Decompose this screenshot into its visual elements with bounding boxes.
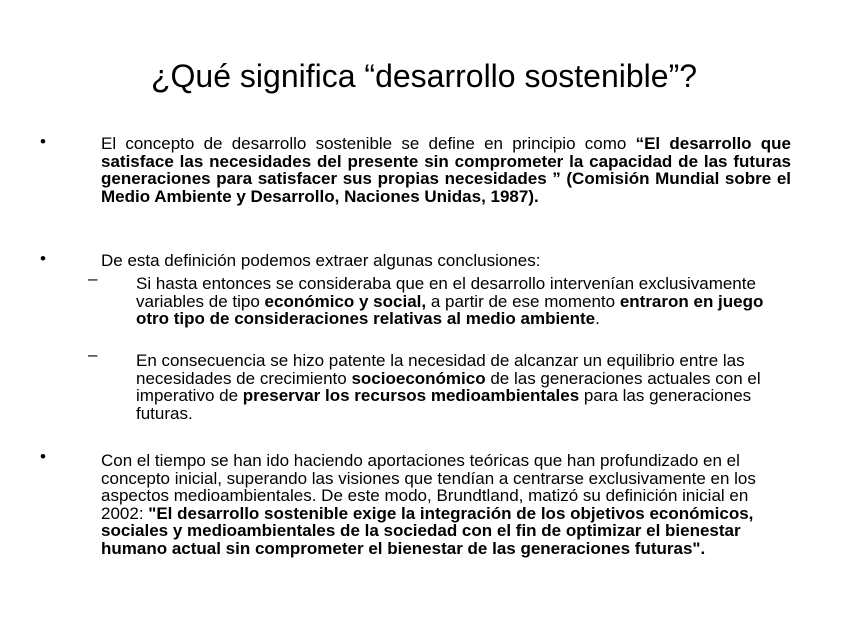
bullet-3-brundtland-quote: "El desarrollo sostenible exige la integración de los objetivos económicos, sociales y medioambientales de la sociedad con el fin de optimizar el bienestar humano actual sin comprometer el bienestar de las generaciones futuras". — [101, 503, 754, 558]
bullet-text-1 — [101, 135, 791, 205]
bullet-marker-1: • — [40, 132, 46, 151]
subitem-2-text-c: para las generaciones futuras. — [136, 386, 752, 423]
slide-title: ¿Qué significa “desarrollo sostenible”? — [150, 58, 698, 94]
subitem-1-text-b: a partir de ese momento — [426, 291, 620, 311]
subitem-2-bold-b: preservar los recursos medioambientales — [242, 386, 580, 406]
subitem-1-bold-b: entraron en juego otro tipo de consideraciones relativas al medio ambiente — [136, 291, 764, 329]
bullet-1-definition-quote: “El desarrollo que satisface las necesidades del presente sin comprometer la capacidad de las futuras generaciones para satisfacer sus propias necesidades ” (Comisión Mundial sobre el Medio Ambiente y Desarrollo, Naciones Unidas, 1987). — [101, 134, 791, 206]
bullet-marker-2: • — [40, 249, 46, 268]
bullet-marker-3: • — [40, 447, 46, 466]
subitem-2-text-a: En consecuencia se hizo patente la necesidad de alcanzar un equilibrio entre las necesidades de crecimiento — [136, 351, 745, 388]
subitem-1-bold-a: económico y social, — [264, 291, 427, 311]
bullet-text-3 — [101, 452, 791, 558]
bullet-3-text: Con el tiempo se han ido haciendo aportaciones teóricas que han profundizado en el concepto inicial, superando las visiones que tendían a centrarse exclusivamente en los aspectos medioambientales. De este modo, Brundtland, matizó su definición inicial en 2002: — [101, 451, 756, 523]
subitem-text-2 — [136, 352, 786, 422]
bullet-text-2: De esta definición podemos extraer algunas conclusiones: — [101, 251, 541, 270]
subitem-2-bold-a: socioeconómico — [351, 368, 486, 388]
subitem-marker-1: – — [88, 269, 98, 288]
subitem-text-1 — [136, 275, 786, 328]
bullet-1-text: El concepto de desarrollo sostenible se define en principio como — [101, 134, 636, 153]
subitem-1-text-c: . — [595, 309, 600, 329]
subitem-1-text-a: Si hasta entonces se consideraba que en el desarrollo intervenían exclusivamente variables de tipo — [136, 274, 756, 311]
subitem-marker-2: – — [88, 345, 98, 364]
subitem-2-text-b: de las generaciones actuales con el imperativo de — [136, 368, 761, 406]
